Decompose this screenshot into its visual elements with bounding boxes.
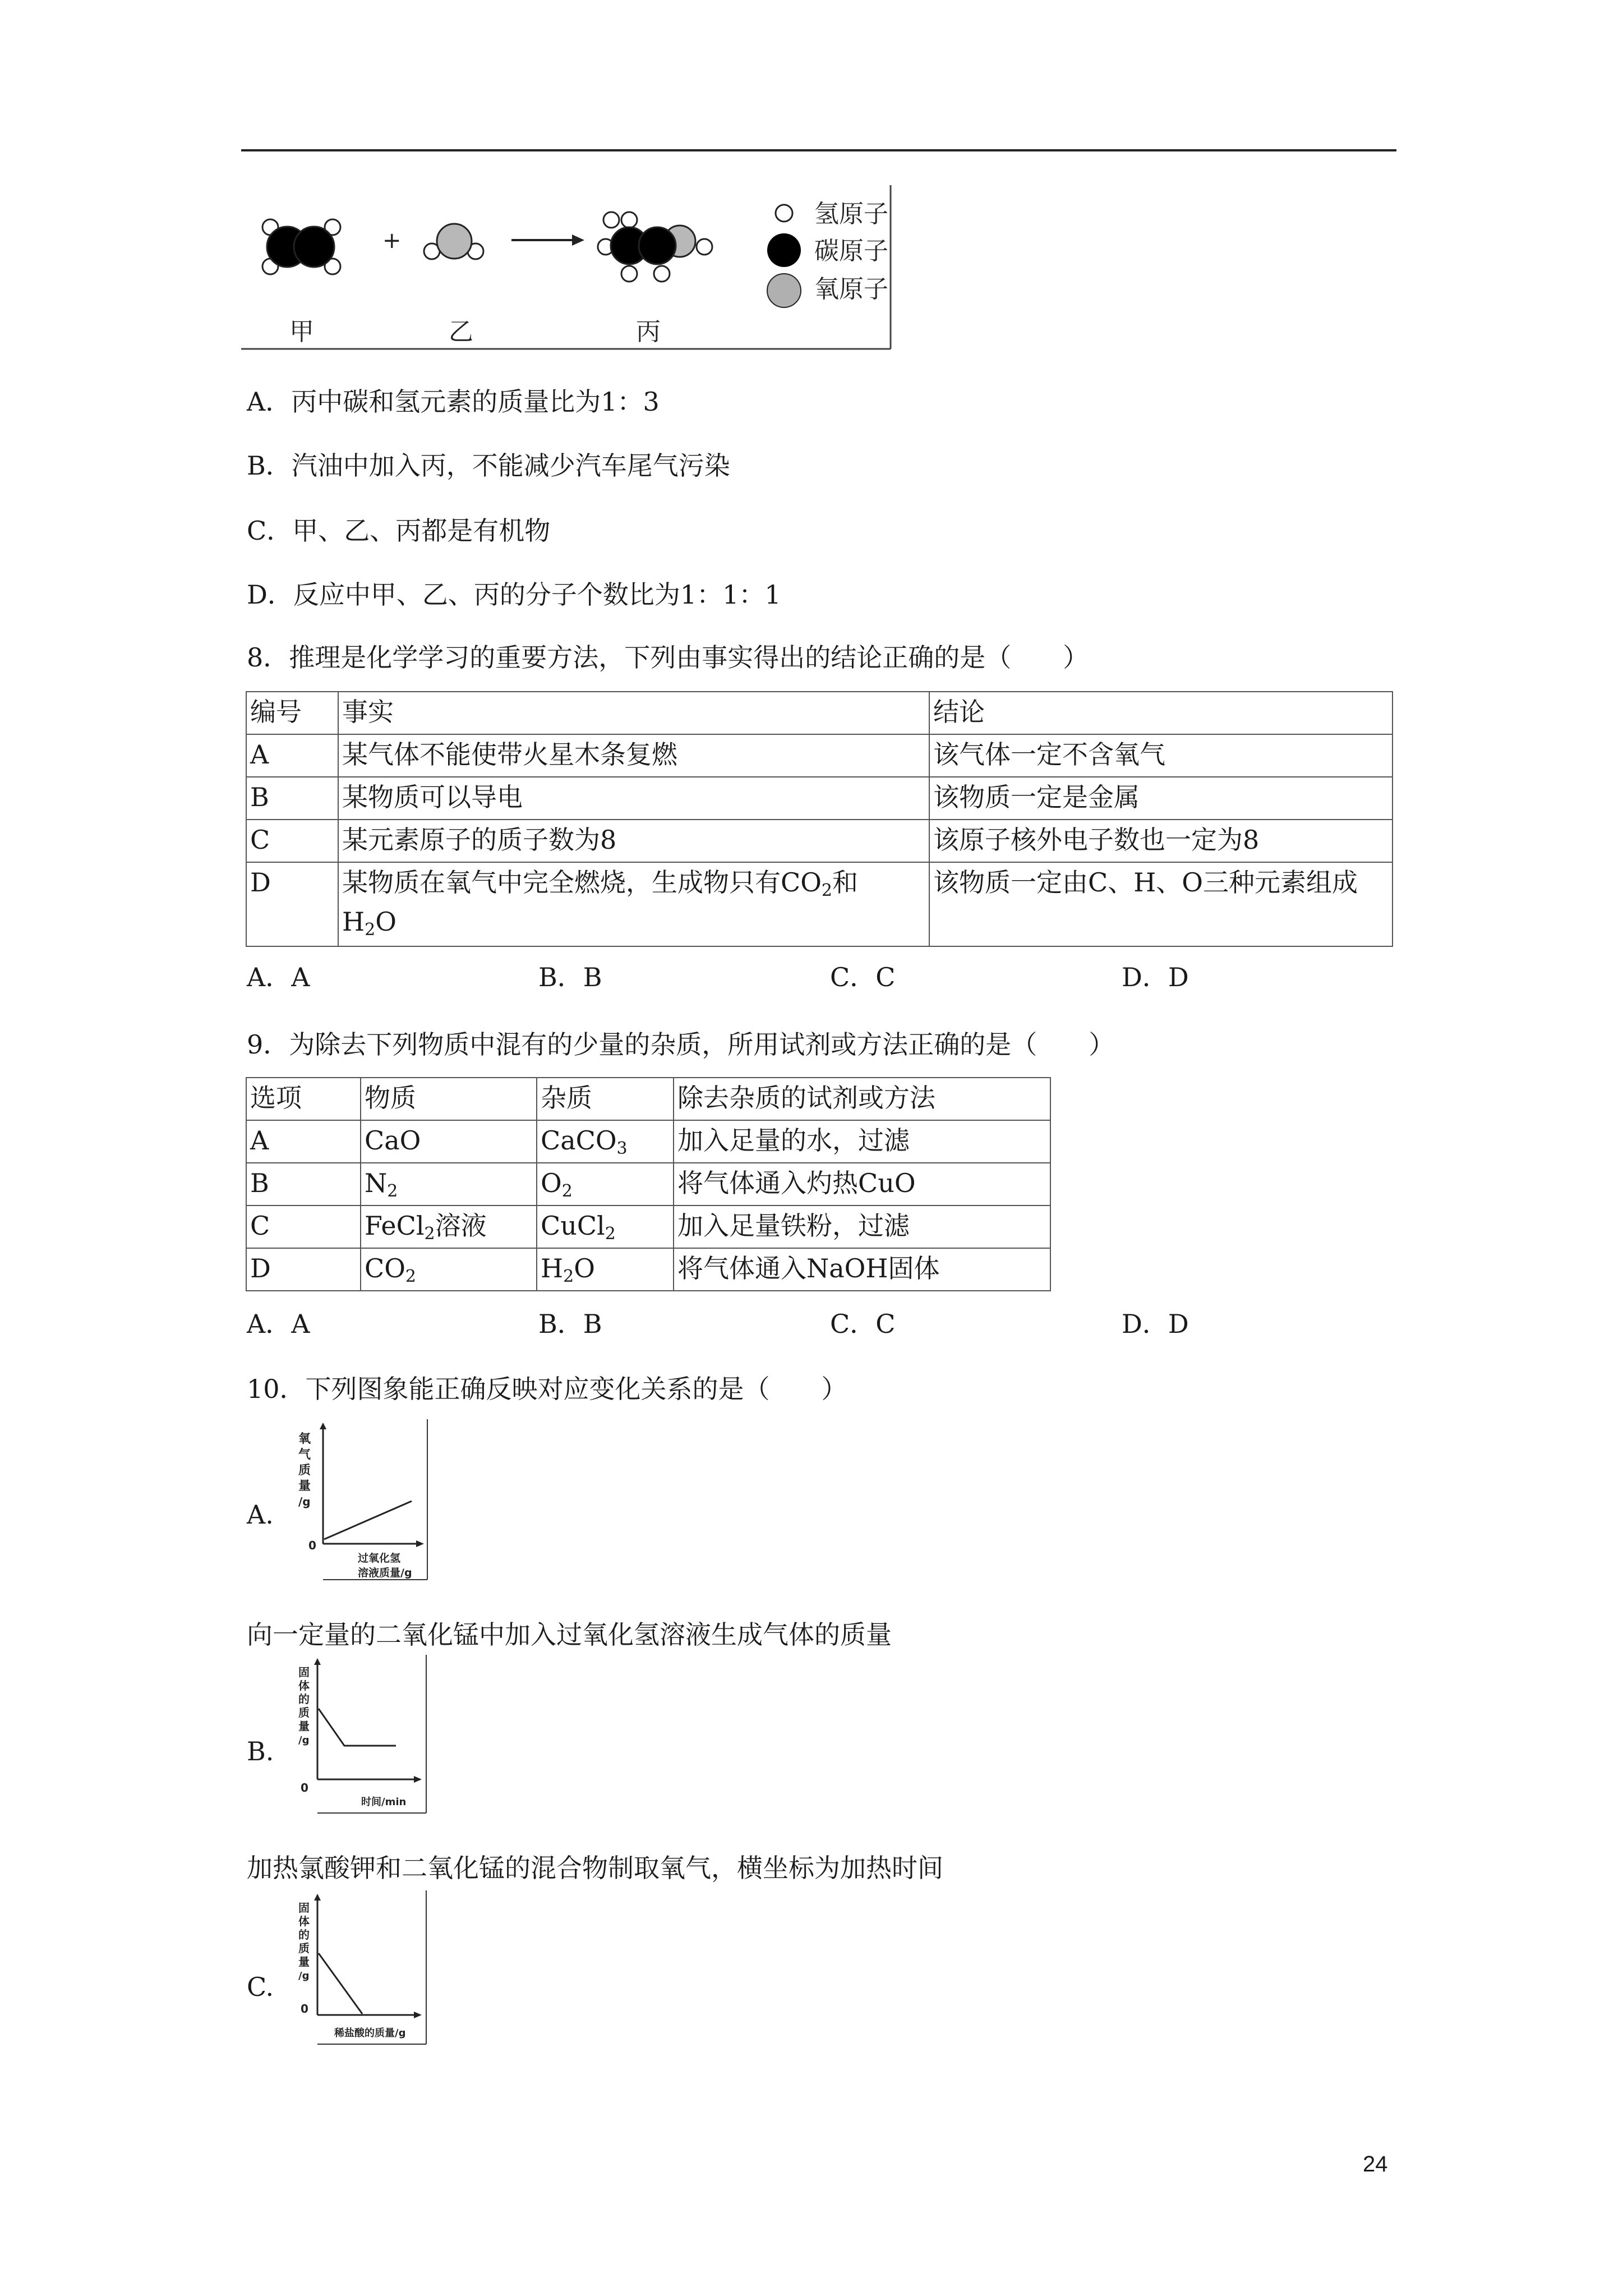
series-line	[319, 1953, 362, 2014]
reaction-arrow	[511, 234, 584, 246]
molecule-jia	[262, 219, 340, 274]
table-row	[246, 1120, 1050, 1163]
q9-cell-method: 加入足量的水，过滤	[674, 1120, 1050, 1163]
subscript: 2	[563, 1267, 574, 1286]
subscript: 2	[387, 1181, 398, 1201]
y-label-char: 量	[298, 1479, 311, 1493]
q8-cell-conclusion: 该原子核外电子数也一定为8	[929, 820, 1393, 862]
page-number: 24	[1363, 2152, 1388, 2177]
subscript: 3	[616, 1139, 628, 1158]
formula-text: CuCl	[541, 1211, 605, 1241]
formula-text: O	[574, 1253, 595, 1283]
q7-option-d: D．反应中甲、乙、丙的分子个数比为1：1：1	[247, 579, 781, 610]
y-label-char: 质	[298, 1706, 310, 1719]
q9-cell-substance	[361, 1248, 537, 1291]
q9-cell-id: C	[246, 1205, 361, 1248]
q9-cell-impurity	[537, 1248, 674, 1291]
table-row	[246, 692, 1393, 734]
table-row	[246, 777, 1393, 820]
q7-option-a: A．丙中碳和氢元素的质量比为1：3	[247, 386, 660, 417]
q8-answer-d: D．D	[1122, 962, 1189, 992]
carbon-legend-icon	[767, 233, 801, 267]
legend	[767, 200, 888, 307]
y-label-char: 质	[298, 1941, 310, 1955]
q9-cell-id: A	[246, 1120, 361, 1163]
label-jia: 甲	[289, 318, 314, 346]
table-row	[246, 1205, 1050, 1248]
y-label-char: 体	[298, 1915, 310, 1928]
q8-cell-id: C	[246, 820, 338, 862]
label-bing: 丙	[636, 318, 661, 346]
y-label-char: 质	[298, 1464, 311, 1478]
q9-cell-substance: CaO	[361, 1120, 537, 1163]
table-row	[246, 1078, 1050, 1120]
x-label: 稀盐酸的质量/g	[334, 2027, 406, 2039]
legend-oxygen: 氧原子	[814, 275, 888, 303]
q8-cell-id: D	[246, 862, 338, 946]
y-label-char: 固	[298, 1901, 310, 1915]
x-label: 时间/min	[361, 1796, 407, 1808]
q8-header-conclusion: 结论	[929, 692, 1393, 734]
q9-header-impurity: 杂质	[537, 1078, 674, 1120]
fact-text: 和	[832, 867, 859, 898]
q9-cell-substance	[361, 1205, 537, 1248]
subscript: 2	[365, 920, 376, 940]
formula-text: CaCO	[541, 1125, 617, 1156]
reaction-figure	[241, 185, 897, 351]
y-axis-arrow	[320, 1423, 326, 1429]
q8-header-fact: 事实	[338, 692, 929, 734]
y-label-char: /g	[298, 1734, 310, 1746]
formula-text: CO	[365, 1253, 405, 1283]
molecule-yi	[424, 224, 483, 259]
header-rule	[241, 149, 1396, 151]
y-label-char: 的	[298, 1928, 310, 1941]
q9-cell-id: D	[246, 1248, 361, 1291]
subscript: 2	[605, 1224, 616, 1244]
q9-stem: 9．为除去下列物质中混有的少量的杂质，所用试剂或方法正确的是（ ）	[247, 1029, 1115, 1060]
q9-header-substance: 物质	[361, 1078, 537, 1120]
q9-answer-b: B．B	[538, 1309, 602, 1339]
q8-cell-conclusion: 该物质一定是金属	[929, 777, 1393, 820]
q8-cell-conclusion: 该物质一定由C、H、O三种元素组成	[929, 862, 1393, 946]
q8-cell-fact: 某气体不能使带火星木条复燃	[338, 734, 929, 777]
q9-cell-method: 将气体通入NaOH固体	[674, 1248, 1050, 1291]
y-label-char: 气	[298, 1448, 311, 1462]
table-row	[246, 820, 1393, 862]
y-axis-arrow	[314, 1658, 321, 1665]
origin-label: 0	[308, 1539, 316, 1552]
y-label-char: 体	[298, 1679, 310, 1692]
q9-cell-substance	[361, 1163, 537, 1205]
q8-cell-conclusion: 该气体一定不含氧气	[929, 734, 1393, 777]
q9-answer-d: D．D	[1122, 1309, 1189, 1339]
q9-answer-a: A．A	[247, 1309, 310, 1339]
y-axis-arrow	[314, 1894, 321, 1901]
q10-chart-a	[289, 1419, 436, 1582]
q10-option-b-letter: B.	[247, 1736, 274, 1766]
legend-carbon: 碳原子	[814, 237, 888, 265]
y-label-char: 固	[298, 1665, 310, 1679]
y-label-char: 氧	[298, 1432, 311, 1446]
q10-option-a-caption: 向一定量的二氧化锰中加入过氧化氢溶液生成气体的质量	[247, 1619, 892, 1650]
q8-cell-fact: 某物质可以导电	[338, 777, 929, 820]
q9-header-option: 选项	[246, 1078, 361, 1120]
q9-cell-impurity	[537, 1205, 674, 1248]
legend-hydrogen: 氢原子	[814, 200, 888, 228]
q10-option-b-caption: 加热氯酸钾和二氧化锰的混合物制取氧气，横坐标为加热时间	[247, 1853, 943, 1883]
q10-option-a-letter: A.	[247, 1499, 274, 1530]
q9-answer-c: C．C	[830, 1309, 896, 1339]
table-row	[246, 1248, 1050, 1291]
subscript: 2	[821, 881, 833, 900]
q8-cell-id: A	[246, 734, 338, 777]
q9-cell-impurity	[537, 1163, 674, 1205]
q8-cell-id: B	[246, 777, 338, 820]
origin-label: 0	[301, 2002, 308, 2016]
formula-text: 溶液	[435, 1211, 487, 1241]
formula-text: N	[365, 1168, 388, 1198]
q9-cell-method: 加入足量铁粉，过滤	[674, 1205, 1050, 1248]
q10-stem: 10．下列图象能正确反映对应变化关系的是（ ）	[247, 1374, 847, 1404]
q8-cell-fact	[338, 862, 929, 946]
q9-header-method: 除去杂质的试剂或方法	[674, 1078, 1050, 1120]
q8-stem: 8．推理是化学学习的重要方法，下列由事实得出的结论正确的是（ ）	[247, 642, 1089, 673]
q9-cell-id: B	[246, 1163, 361, 1205]
fact-text: H	[342, 907, 365, 937]
molecule-diagram	[241, 185, 897, 351]
hydrogen-legend-icon	[776, 205, 792, 222]
label-yi: 乙	[449, 318, 473, 346]
q8-cell-fact: 某元素原子的质子数为8	[338, 820, 929, 862]
y-label-char: /g	[298, 1495, 311, 1508]
oxygen-legend-icon	[767, 274, 801, 307]
fact-text: 某物质在氧气中完全燃烧，生成物只有CO	[342, 867, 822, 898]
table-row	[246, 862, 1393, 946]
q9-cell-impurity	[537, 1120, 674, 1163]
subscript: 2	[424, 1224, 435, 1244]
origin-label: 0	[301, 1781, 308, 1795]
molecule-bing	[598, 212, 712, 282]
series-line	[324, 1501, 412, 1539]
formula-text: FeCl	[365, 1211, 425, 1241]
q8-header-id: 编号	[246, 692, 338, 734]
y-label-char: 的	[298, 1692, 310, 1706]
fact-text: O	[375, 907, 396, 937]
y-label-char: 量	[298, 1955, 310, 1968]
subscript: 2	[561, 1181, 573, 1201]
x-axis-arrow	[414, 2012, 422, 2018]
x-axis-arrow	[414, 1776, 422, 1783]
q7-option-b: B．汽油中加入丙，不能减少汽车尾气污染	[247, 450, 730, 481]
table-row	[246, 734, 1393, 777]
q10-option-c-letter: C.	[247, 1972, 274, 2002]
table-row	[246, 1163, 1050, 1205]
q10-chart-c	[289, 1890, 436, 2053]
formula-text: H	[541, 1253, 564, 1283]
q7-option-c: C．甲、乙、丙都是有机物	[247, 516, 551, 546]
y-label-char: /g	[298, 1970, 310, 1982]
x-label: 过氧化氢	[358, 1552, 401, 1565]
q10-chart-b	[289, 1655, 436, 1818]
q8-answer-c: C．C	[830, 962, 896, 992]
series-line	[319, 1709, 396, 1746]
subscript: 2	[405, 1267, 417, 1286]
x-axis-arrow	[416, 1540, 424, 1547]
formula-text: O	[541, 1168, 562, 1198]
plus-sign: +	[382, 228, 402, 254]
x-label: 溶液质量/g	[358, 1567, 412, 1579]
q8-answer-b: B．B	[538, 962, 602, 992]
q9-table	[246, 1077, 1051, 1291]
y-label-char: 量	[298, 1719, 310, 1733]
q8-table	[246, 691, 1393, 947]
q9-cell-method: 将气体通入灼热CuO	[674, 1163, 1050, 1205]
q8-answer-a: A．A	[247, 962, 310, 992]
